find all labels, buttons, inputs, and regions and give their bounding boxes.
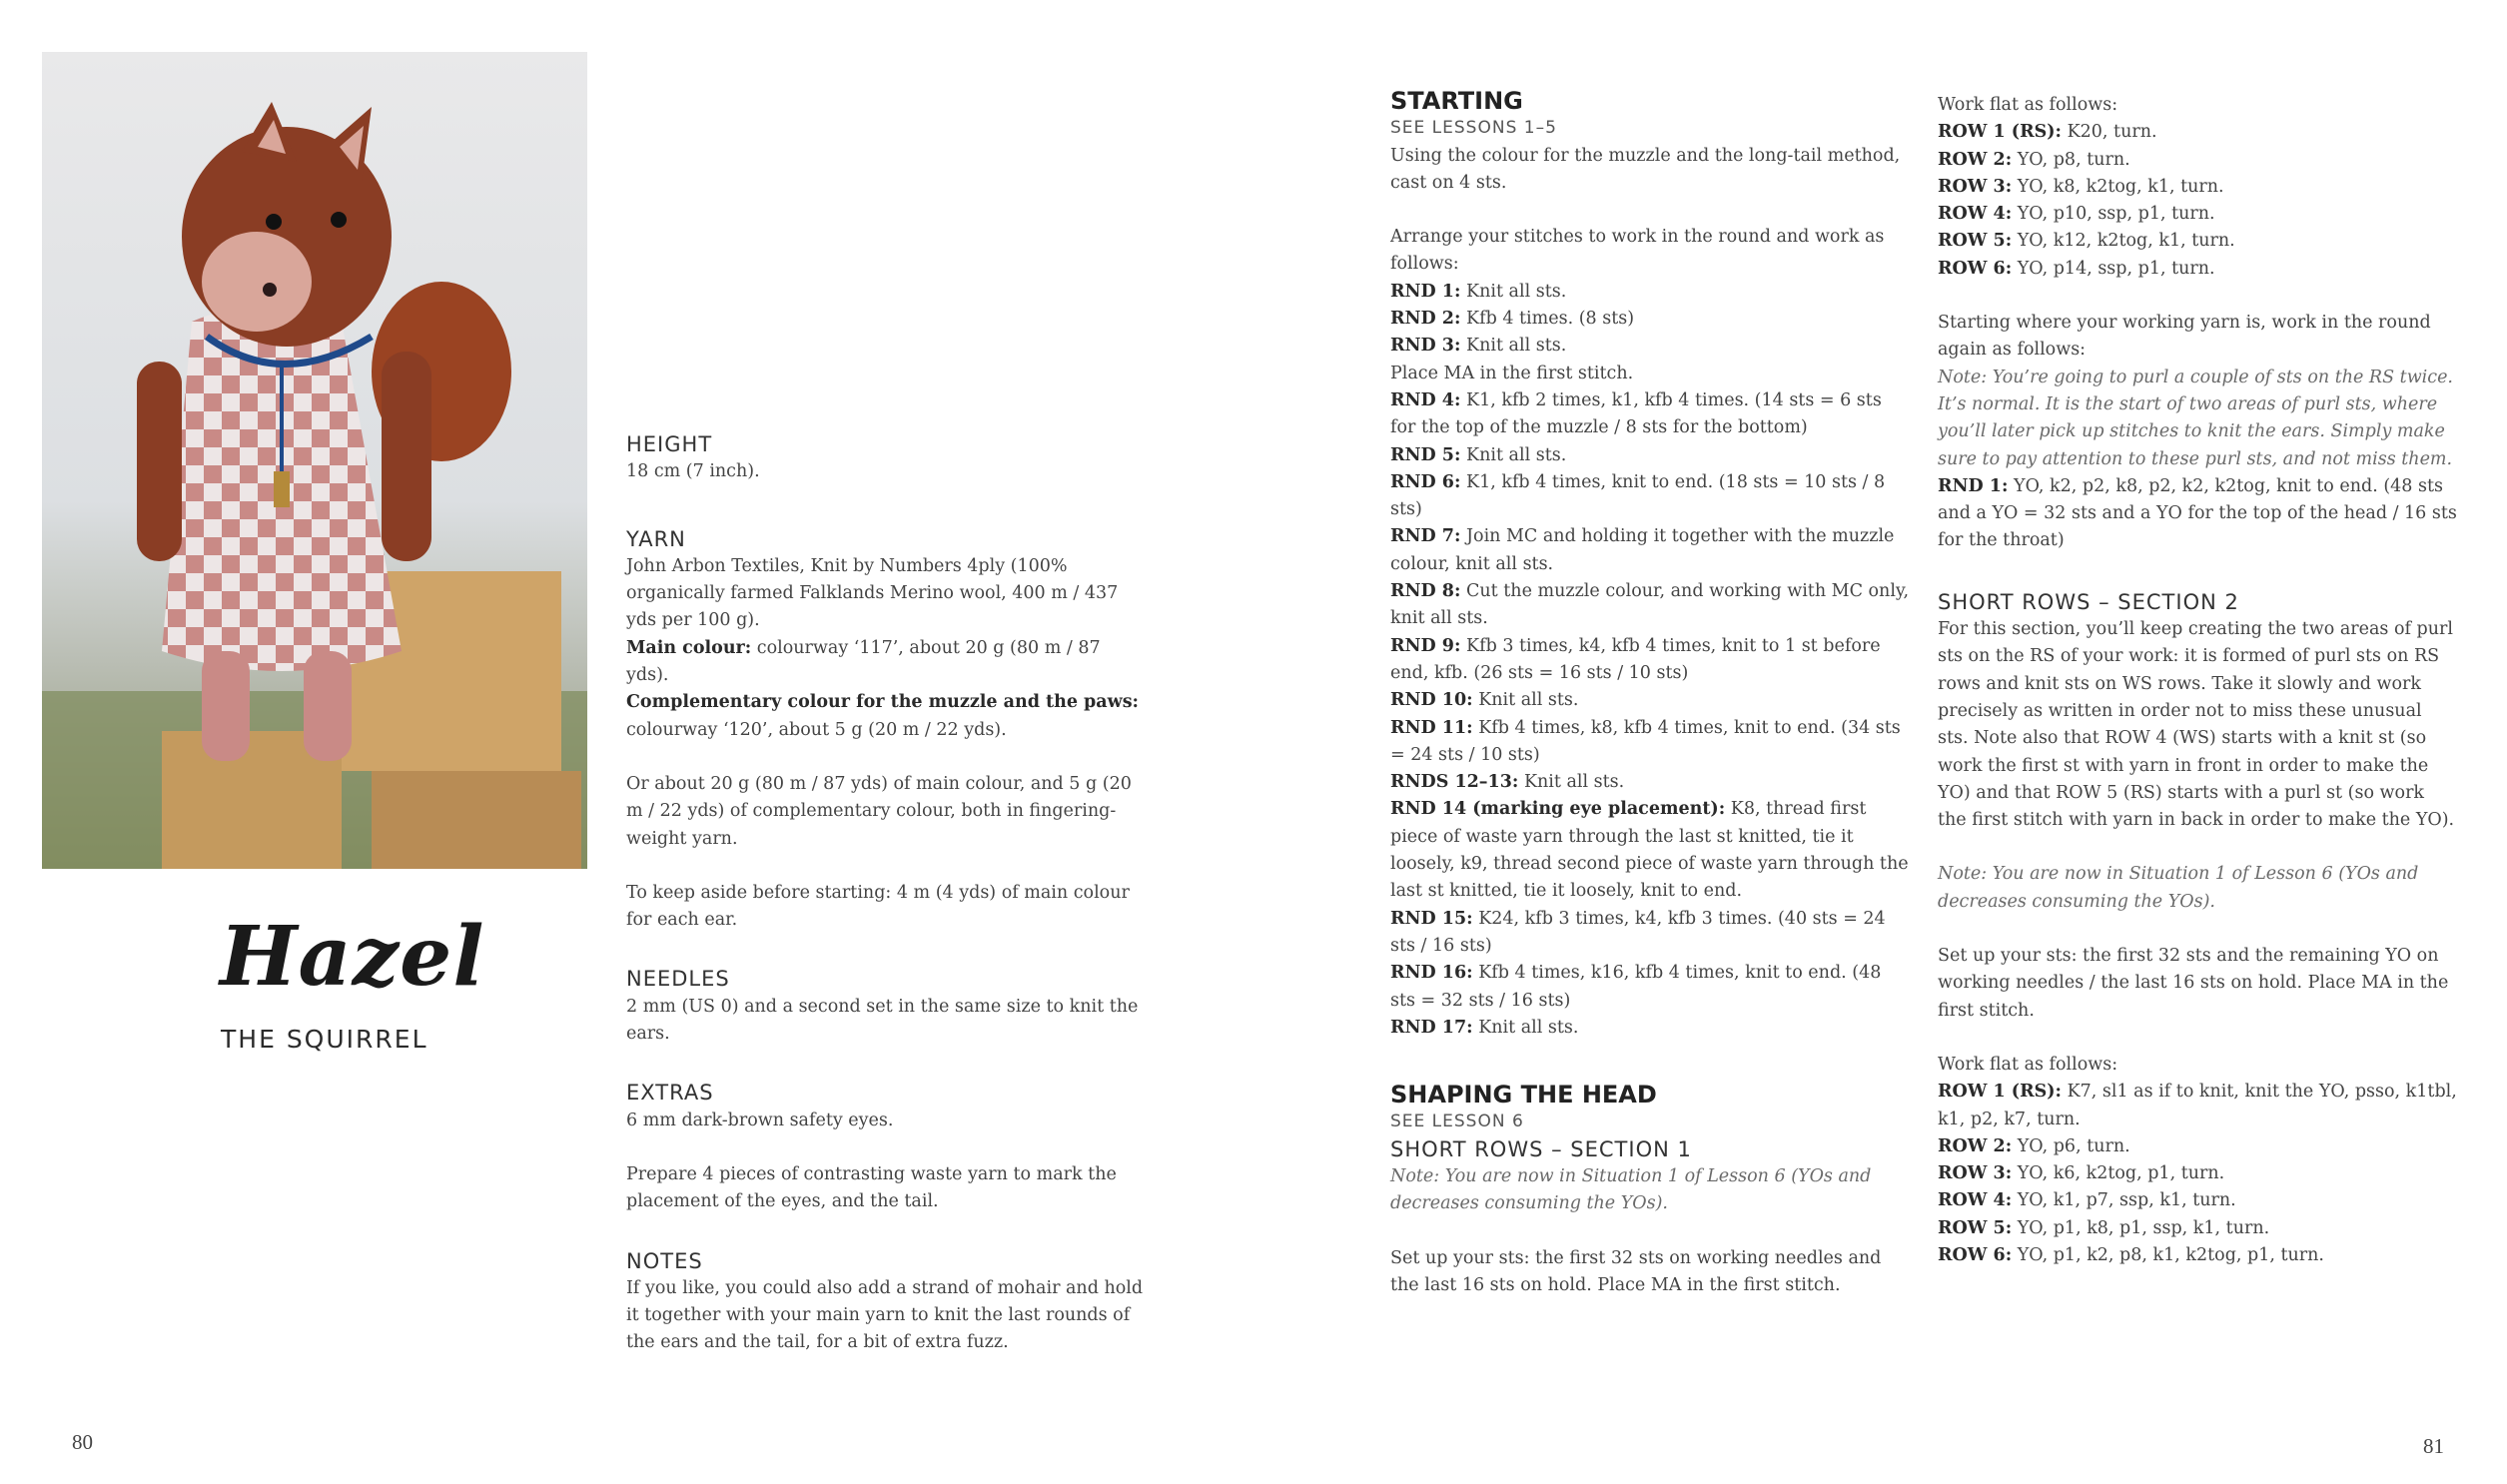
work-flat-text: Work flat as follows: — [1938, 95, 2118, 115]
instruction-label: RND 8: — [1390, 581, 1461, 602]
instruction-label: ROW 1 (RS): — [1938, 122, 2063, 143]
instruction-text: Join MC and holding it together with the muzzle colour, knit all sts. — [1390, 526, 1895, 574]
instruction-label: RND 3: — [1390, 336, 1461, 357]
extras-text: 6 mm dark-brown safety eyes. — [626, 1110, 894, 1130]
rnd1-line — [1938, 473, 2457, 555]
yarn-alternative-text: Or about 20 g (80 m / 87 yds) of main colour, and 5 g (20 m / 22 yds) of complementary colour, both in fingering-weight yarn. — [626, 773, 1132, 849]
short-rows-2-note: Note: You are now in Situation 1 of Lesson 6 (YOs and decreases consuming the YOs). — [1938, 864, 2419, 912]
instruction-line — [1938, 228, 2457, 255]
instruction-line — [1938, 1215, 2457, 1242]
main-colour-text: colourway ‘117’, about 20 g (80 m / 87 yds). — [626, 637, 1101, 686]
starting-see-lessons: SEE LESSONS 1–5 — [1390, 118, 1557, 139]
main-colour-label: Main colour: — [626, 637, 752, 658]
shaping-heading: SHAPING THE HEAD — [1390, 1081, 1657, 1110]
rnd1-text: YO, k2, p2, k8, p2, k2, k2tog, knit to end. (48 sts and a YO = 32 sts and a YO for the top of the head / 16 sts for the throat) — [1938, 475, 2457, 551]
instruction-line — [1938, 1133, 2457, 1160]
instruction-text: YO, p1, k2, p8, k1, k2tog, p1, turn. — [2012, 1244, 2324, 1265]
instruction-text: Kfb 4 times. (8 sts) — [1460, 309, 1635, 330]
instruction-line — [1390, 523, 1910, 578]
instruction-line — [1390, 279, 1910, 306]
instruction-text: K1, kfb 4 times, knit to end. (18 sts = 10 sts / 8 sts) — [1390, 471, 1886, 520]
main-colour-line — [626, 635, 1146, 690]
instruction-label: RND 16: — [1390, 963, 1473, 984]
starting-column — [1390, 88, 1910, 1299]
instruction-label: RND 10: — [1390, 690, 1473, 711]
pattern-subtitle: THE SQUIRREL — [221, 1025, 428, 1054]
instruction-line — [1390, 469, 1910, 524]
instruction-line — [1390, 1015, 1910, 1042]
starting-where-text: Starting where your working yarn is, work in the round again as follows: — [1938, 313, 2431, 361]
rows-list-b — [1938, 1079, 2457, 1269]
instruction-line — [1938, 1079, 2457, 1133]
instruction-text: YO, p14, ssp, p1, turn. — [2012, 258, 2215, 279]
short-rows-1-note: Note: You are now in Situation 1 of Lesson 6 (YOs and decreases consuming the YOs). — [1390, 1165, 1872, 1214]
instruction-text: K24, kfb 3 times, k4, kfb 3 times. (40 sts = 24 sts / 16 sts) — [1390, 908, 1886, 956]
instruction-line — [1938, 256, 2457, 283]
instruction-label: ROW 2: — [1938, 149, 2013, 170]
instruction-text: YO, p1, k8, p1, ssp, k1, turn. — [2012, 1217, 2270, 1238]
cast-on-text: Using the colour for the muzzle and the long-tail method, cast on 4 sts. — [1390, 145, 1901, 193]
instruction-line — [1390, 796, 1910, 905]
instruction-line — [1938, 1187, 2457, 1214]
pattern-title: Hazel — [220, 909, 485, 1005]
instruction-label: RND 11: — [1390, 717, 1473, 738]
instruction-line — [1938, 174, 2457, 201]
instruction-label: ROW 3: — [1938, 1163, 2013, 1184]
instruction-text: Knit all sts. — [1460, 444, 1567, 465]
work-flat-text-2: Work flat as follows: — [1938, 1054, 2118, 1075]
setup-2-text: Set up your sts: the first 32 sts and the remaining YO on working needles / the last 16 sts on hold. Place MA in the first stitch. — [1938, 946, 2449, 1021]
instruction-line — [1938, 201, 2457, 228]
needles-heading: NEEDLES — [626, 967, 730, 992]
instruction-line — [1390, 633, 1910, 688]
instruction-line — [1390, 578, 1910, 633]
instruction-label: RND 9: — [1390, 635, 1461, 656]
instruction-line — [1390, 687, 1910, 714]
rnd1-label: RND 1: — [1938, 475, 2009, 496]
notes-text: If you like, you could also add a strand of mohair and hold it together with your main yarn to knit the last rounds of the ears and the tail, for a bit of extra fuzz. — [626, 1277, 1144, 1353]
height-text: 18 cm (7 inch). — [626, 461, 760, 482]
instruction-line — [1390, 715, 1910, 770]
short-rows-1-setup: Set up your sts: the first 32 sts on working needles and the last 16 sts on hold. Place MA in the first stitch. — [1390, 1247, 1882, 1295]
materials-column — [626, 431, 1146, 1357]
comp-colour-text: colourway ‘120’, about 5 g (20 m / 22 yds). — [626, 719, 1007, 740]
height-heading: HEIGHT — [626, 432, 713, 456]
comp-colour-line — [626, 689, 1146, 744]
instruction-label: RND 7: — [1390, 526, 1461, 547]
page-number-left: 80 — [72, 1430, 93, 1454]
instruction-text: YO, k12, k2tog, k1, turn. — [2012, 231, 2235, 252]
instruction-line — [1390, 333, 1910, 360]
yarn-text: John Arbon Textiles, Knit by Numbers 4ply (100% organically farmed Falklands Merino wool, 400 m / 437 yds per 100 g). — [626, 555, 1119, 631]
short-rows-2-heading: SHORT ROWS – SECTION 2 — [1938, 589, 2239, 614]
extras-heading: EXTRAS — [626, 1081, 714, 1106]
instruction-line — [1390, 306, 1910, 333]
notes-heading: NOTES — [626, 1248, 703, 1273]
instruction-text: Knit all sts. — [1518, 772, 1625, 793]
instruction-text: YO, k8, k2tog, k1, turn. — [2012, 176, 2224, 197]
instruction-text: K7, sl1 as if to knit, knit the YO, psso, k1tbl, k1, p2, k7, turn. — [1938, 1082, 2457, 1129]
instruction-label: ROW 4: — [1938, 1190, 2013, 1211]
instruction-text: Knit all sts. — [1472, 1017, 1579, 1038]
instruction-text: YO, p10, ssp, p1, turn. — [2012, 204, 2215, 225]
instruction-text: K1, kfb 2 times, k1, kfb 4 times. (14 sts = 6 sts for the top of the muzzle / 8 sts for the bottom) — [1390, 389, 1882, 438]
instruction-label: ROW 1 (RS): — [1938, 1082, 2063, 1103]
instruction-label: RND 5: — [1390, 444, 1461, 465]
instruction-label: ROW 6: — [1938, 1244, 2013, 1265]
instruction-text: YO, k6, k2tog, p1, turn. — [2012, 1163, 2225, 1184]
comp-colour-label: Complementary colour for the muzzle and the paws: — [626, 692, 1140, 713]
instruction-text: Kfb 3 times, k4, kfb 4 times, knit to 1 st before end, kfb. (26 sts = 16 sts / 10 sts) — [1390, 635, 1881, 683]
instruction-line — [1390, 769, 1910, 796]
yarn-heading: YARN — [626, 526, 686, 551]
instruction-label: RND 2: — [1390, 309, 1461, 330]
short-rows-2-text: For this section, you’ll keep creating the two areas of purl sts on the RS of your work: it is formed of purl sts on RS rows and knit sts on WS rows. Take it slowly and work precisely as written in order not to miss these unusual sts. Note also that ROW 4 (WS) starts with a knit st (so work the first st with yarn in front in order to make the YO) and that ROW 5 (RS) starts with a purl st (so work the first stitch with yarn in back in order to make the YO). — [1938, 619, 2455, 831]
instruction-label: ROW 2: — [1938, 1135, 2013, 1156]
instruction-text: Knit all sts. — [1460, 281, 1567, 302]
instruction-line — [1938, 147, 2457, 174]
instruction-label: ROW 5: — [1938, 231, 2013, 252]
needles-text: 2 mm (US 0) and a second set in the same size to knit the ears. — [626, 996, 1139, 1045]
instruction-label: ROW 6: — [1938, 258, 2013, 279]
instruction-label: RND 15: — [1390, 908, 1473, 929]
instruction-text: Knit all sts. — [1460, 336, 1567, 357]
instruction-line — [1938, 119, 2457, 146]
page-number-right: 81 — [2423, 1434, 2444, 1458]
instruction-text: K20, turn. — [2062, 122, 2157, 143]
instruction-line — [1390, 442, 1910, 469]
instruction-line — [1938, 1160, 2457, 1187]
starting-heading: STARTING — [1390, 87, 1523, 115]
arrange-text: Arrange your stitches to work in the round and work as follows: — [1390, 227, 1885, 275]
instruction-line — [1390, 906, 1910, 961]
instruction-text: Knit all sts. — [1472, 690, 1579, 711]
instruction-text: Place MA in the first stitch. — [1390, 363, 1634, 383]
short-rows-column — [1938, 92, 2457, 1269]
shaping-see-lesson: SEE LESSON 6 — [1390, 1112, 1524, 1132]
rows-list-a — [1938, 119, 2457, 283]
purl-note: Note: You’re going to purl a couple of sts on the RS twice. It’s normal. It is the start of two areas of purl sts, where you’ll later pick up stitches to knit the ears. Simply make sure to pay attention to these purl sts, and not miss them. — [1938, 367, 2453, 469]
instruction-text: K8, thread first piece of waste yarn through the last st knitted, tie it loosely, k9, thread second piece of waste yarn through the last st knitted, tie it loosely, knit to end. — [1390, 799, 1909, 902]
instruction-label: RND 4: — [1390, 389, 1461, 410]
instruction-label: RND 17: — [1390, 1017, 1473, 1038]
instruction-label: RND 1: — [1390, 281, 1461, 302]
short-rows-1-heading: SHORT ROWS – SECTION 1 — [1390, 1136, 1692, 1161]
rounds-list — [1390, 279, 1910, 1042]
instruction-text: YO, p6, turn. — [2012, 1135, 2130, 1156]
squirrel-illustration — [42, 52, 587, 869]
instruction-label: RNDS 12–13: — [1390, 772, 1519, 793]
instruction-label: ROW 3: — [1938, 176, 2013, 197]
instruction-text: Cut the muzzle colour, and working with MC only, knit all sts. — [1390, 581, 1910, 629]
instruction-line — [1938, 1242, 2457, 1269]
instruction-text: YO, k1, p7, ssp, k1, turn. — [2012, 1190, 2236, 1211]
keep-aside-text: To keep aside before starting: 4 m (4 yds) of main colour for each ear. — [626, 882, 1130, 931]
squirrel-photo — [42, 52, 587, 869]
instruction-line — [1390, 387, 1910, 442]
instruction-label: ROW 5: — [1938, 1217, 2013, 1238]
instruction-text: Kfb 4 times, k16, kfb 4 times, knit to end. (48 sts = 32 sts / 16 sts) — [1390, 963, 1882, 1011]
instruction-line — [1390, 361, 1910, 387]
instruction-line — [1390, 960, 1910, 1015]
extras-text-2: Prepare 4 pieces of contrasting waste yarn to mark the placement of the eyes, and the tail. — [626, 1163, 1117, 1212]
instruction-label: RND 14 (marking eye placement): — [1390, 799, 1726, 820]
instruction-label: RND 6: — [1390, 471, 1461, 492]
instruction-label: ROW 4: — [1938, 204, 2013, 225]
instruction-text: Kfb 4 times, k8, kfb 4 times, knit to end. (34 sts = 24 sts / 10 sts) — [1390, 717, 1901, 765]
instruction-text: YO, p8, turn. — [2012, 149, 2130, 170]
